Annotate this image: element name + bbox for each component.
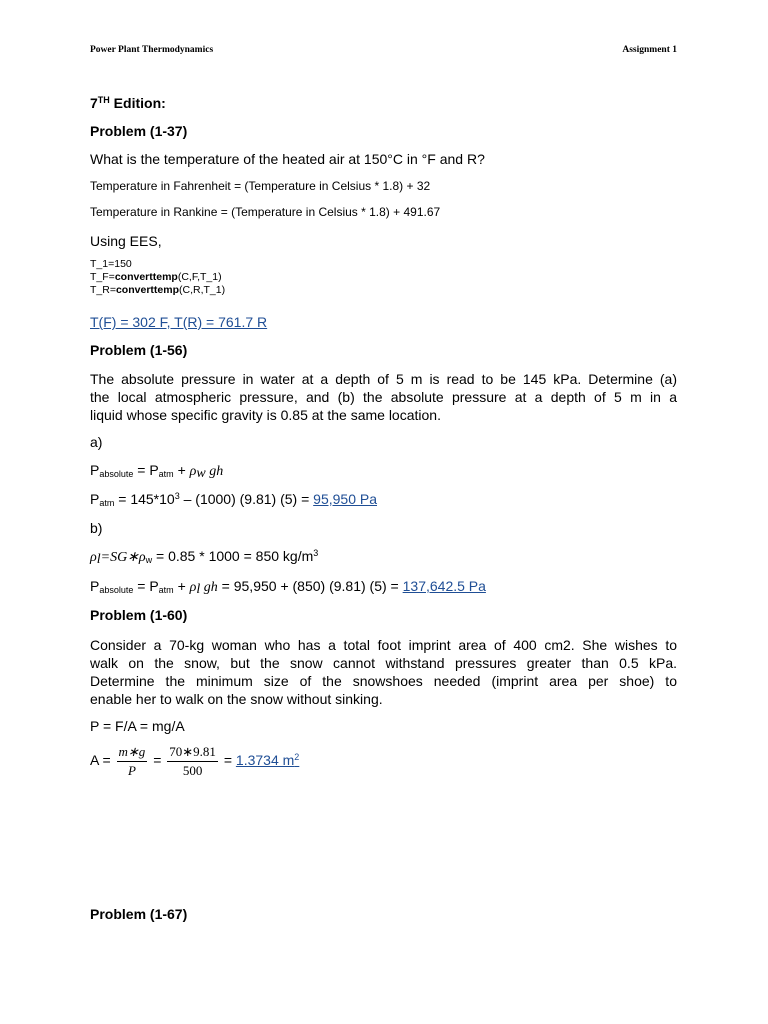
fahrenheit-formula: Temperature in Fahrenheit = (Temperature in Celsius * 1.8) + 32 (90, 179, 431, 193)
part-a-label: a) (90, 434, 103, 450)
pressure-definition-equation: P = F/A = mg/A (90, 718, 185, 734)
fraction-numeric: $\frac{70∗9.81}{500}$ (169, 744, 216, 778)
header-assignment-label: Assignment 1 (622, 45, 677, 55)
code-line-3: T_R=converttemp(C,R,T_1) (90, 284, 226, 296)
fraction-mg-over-p: $\frac{m∗g}{P}$ (118, 744, 146, 778)
atm-pressure-calculation: $P_{atm} = 145*10^3 - (1000)$ (9.81) (5) = 95,950 Pa (90, 491, 378, 508)
edition-heading: 7TH Edition: (90, 95, 166, 111)
problem-1-67-title: Problem (1-67) (90, 906, 188, 922)
problem-1-60-text: Consider a 70-kg woman who has a total foot imprint area of 400 cm2. She wishes to walk on the snow, but the snow cannot withstand pressures greater than 0.5 kPa. Determine the minimum size of the snowshoes needed (imprint area per shoe) to enable her to walk on the snow without sinking. (90, 637, 677, 707)
header-course-title: Power Plant Thermodynamics (90, 45, 214, 55)
problem-1-56-text: The absolute pressure in water at a depth of 5 m is read to be 145 kPa. Determine (a) the local atmospheric pressure, and (b) the absolute pressure at a depth of 5 m in a liquid whose specific gravity is 0.85 at the same location. (90, 371, 677, 423)
using-ees-label: Using EES, (90, 233, 162, 249)
code-line-2: T_F=converttemp(C,F,T_1) (90, 271, 222, 283)
liquid-density-equation: $\rho_l=SG∗\rho_w = 0.85 * 1000 = 850$ $kg/m^3$ (90, 548, 319, 567)
problem-1-37-question: What is the temperature of the heated air at 150°C in °F and R? (90, 151, 485, 167)
part-b-label: b) (90, 520, 103, 536)
problem-1-37-title: Problem (1-37) (90, 123, 188, 139)
absolute-pressure-equation: $P_{absolute} = P_{atm} + \rho_w$ gh (90, 462, 224, 481)
area-answer: 1.3734 $m^2$ (235, 752, 300, 769)
atm-pressure-answer: 95,950 Pa (313, 491, 378, 507)
rankine-formula: Temperature in Rankine = (Temperature in Celsius * 1.8) + 491.67 (90, 205, 441, 219)
code-line-1: T_1=150 (90, 258, 132, 270)
problem-1-56-title: Problem (1-56) (90, 342, 188, 358)
absolute-pressure-calculation: $P_{absolute} = P_{atm} + \rho_l$ gh = 95,950 + (850) (9.81) (5) = 137,642.5 Pa (90, 578, 486, 597)
absolute-pressure-answer: 137,642.5 Pa (402, 578, 486, 594)
ees-code-block (90, 258, 225, 297)
problem-1-60-title: Problem (1-60) (90, 607, 188, 623)
problem-1-37-answer: T(F) = 302 F, T(R) = 761.7 R (90, 314, 268, 330)
area-calculation: A = $\frac{m∗g}{P}$ = $\frac{70∗9.81}{500}$ = 1.3734 $m^2$ (90, 744, 300, 778)
